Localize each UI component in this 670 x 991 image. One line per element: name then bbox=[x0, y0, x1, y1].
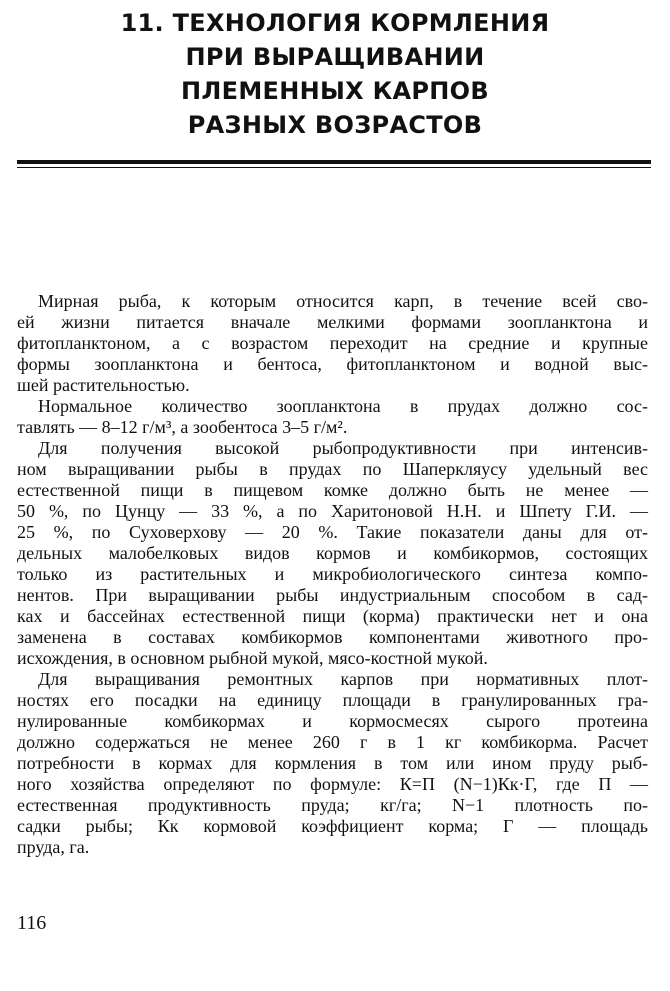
text-line: садки рыбы; Кк кормовой коэффициент корма; Г — площадь bbox=[17, 816, 648, 836]
text-line: естественной пищи в пищевом комке должно быть не менее — bbox=[17, 480, 648, 500]
chapter-heading-line: РАЗНЫХ ВОЗРАСТОВ bbox=[187, 111, 483, 139]
paragraph bbox=[17, 396, 648, 438]
text-line: Для получения высокой рыбопродуктивности при интенсив- bbox=[38, 438, 648, 458]
paragraph bbox=[17, 438, 648, 669]
heading-rule-thin bbox=[17, 167, 651, 168]
text-line: ей жизни питается вначале мелкими формами зоопланктона и bbox=[17, 312, 648, 332]
text-line: ностях его посадки на единицу площади в гранулированных гра- bbox=[17, 690, 648, 710]
chapter-heading-line: 11. ТЕХНОЛОГИЯ КОРМЛЕНИЯ bbox=[120, 9, 550, 37]
paragraph bbox=[17, 669, 648, 858]
text-line: ках и бассейнах естественной пищи (корма) практически нет и она bbox=[17, 606, 648, 626]
heading-rule-thick bbox=[17, 160, 651, 164]
body-text bbox=[17, 291, 648, 858]
text-line: Нормальное количество зоопланктона в прудах должно сос- bbox=[38, 396, 648, 416]
text-line: шей растительностью. bbox=[17, 375, 190, 395]
text-line: потребности в кормах для кормления в том или ином пруду рыб- bbox=[17, 753, 648, 773]
text-line: заменена в составах комбикормов компонентами животного про- bbox=[17, 627, 648, 647]
text-line: 50 %, по Цунцу — 33 %, а по Харитоновой Н.Н. и Шпету Г.И. — bbox=[17, 501, 648, 521]
text-line: 25 %, по Суховерхову — 20 %. Такие показатели даны для от- bbox=[17, 522, 648, 542]
text-line: дельных малобелковых видов кормов и комбикормов, состоящих bbox=[17, 543, 648, 563]
text-line: тавлять — 8–12 г/м³, а зообентоса 3–5 г/м². bbox=[17, 417, 348, 437]
text-line: ном выращивании рыбы в прудах по Шаперкляусу удельный вес bbox=[17, 459, 648, 479]
chapter-heading-line: ПЛЕМЕННЫХ КАРПОВ bbox=[181, 77, 489, 105]
text-line: формы зоопланктона и бентоса, фитопланктоном и водной выс- bbox=[17, 354, 648, 374]
text-line: пруда, га. bbox=[17, 837, 90, 857]
text-line: исхождения, в основном рыбной мукой, мясо-костной мукой. bbox=[17, 648, 488, 668]
text-line: естественная продуктивность пруда; кг/га; N−1 плотность по- bbox=[17, 795, 648, 815]
page-number: 116 bbox=[17, 912, 47, 934]
paragraph bbox=[17, 291, 648, 396]
chapter-heading bbox=[60, 6, 610, 142]
chapter-heading-line: ПРИ ВЫРАЩИВАНИИ bbox=[185, 43, 485, 71]
text-line: нулированные комбикормах и кормосмесях сырого протеина bbox=[17, 711, 648, 731]
text-line: Мирная рыба, к которым относится карп, в течение всей сво- bbox=[38, 291, 648, 311]
text-line: нентов. При выращивании рыбы индустриальным способом в сад- bbox=[17, 585, 648, 605]
text-line: только из растительных и микробиологического синтеза компо- bbox=[17, 564, 648, 584]
text-line: должно содержаться не менее 260 г в 1 кг комбикорма. Расчет bbox=[17, 732, 648, 752]
text-line: ного хозяйства определяют по формуле: К=П (N−1)Кк·Г, где П — bbox=[17, 774, 648, 794]
text-line: фитопланктоном, а с возрастом переходит на средние и крупные bbox=[17, 333, 648, 353]
text-line: Для выращивания ремонтных карпов при нормативных плот- bbox=[38, 669, 648, 689]
